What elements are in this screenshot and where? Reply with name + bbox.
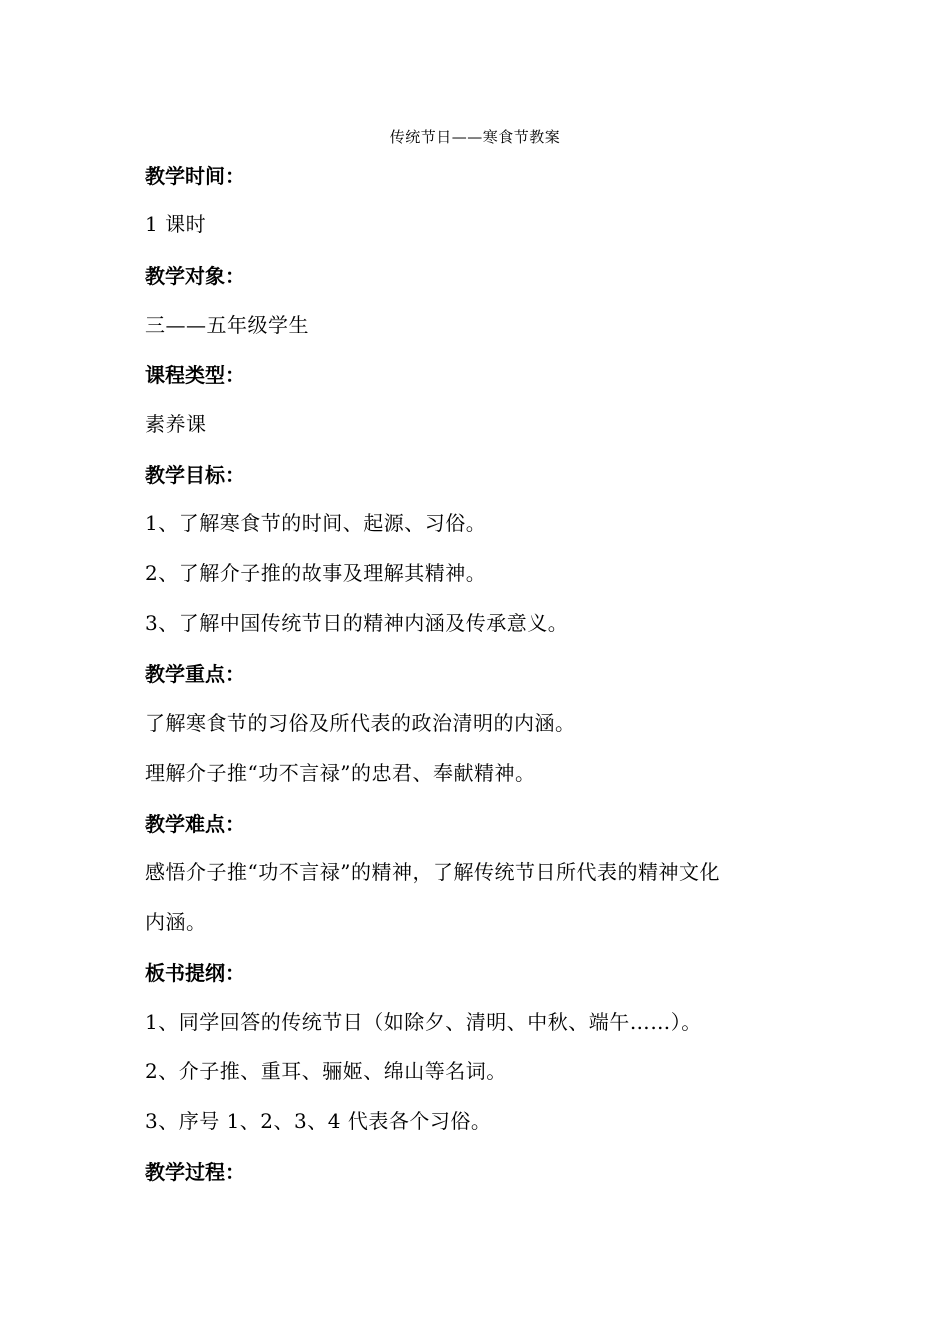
text-difficulty-line-1: 感悟介子推“功不言禄”的精神，了解传统节日所代表的精神文化 — [145, 860, 720, 884]
text-outline-3: 3、序号 1、2、3、4 代表各个习俗。 — [145, 1109, 492, 1133]
heading-teaching-audience: 教学对象： — [145, 264, 245, 288]
text-goal-2: 2、了解介子推的故事及理解其精神。 — [145, 561, 487, 585]
text-goal-1: 1、了解寒食节的时间、起源、习俗。 — [145, 511, 487, 535]
text-goal-3: 3、了解中国传统节日的精神内涵及传承意义。 — [145, 611, 569, 635]
text-outline-2: 2、介子推、重耳、骊姬、绵山等名词。 — [145, 1059, 507, 1083]
heading-key-points: 教学重点： — [145, 662, 245, 686]
text-grade-range: 三——五年级学生 — [145, 313, 309, 337]
heading-teaching-goals: 教学目标： — [145, 463, 245, 487]
text-key-point-2: 理解介子推“功不言禄”的忠君、奉献精神。 — [145, 761, 536, 785]
heading-difficulties: 教学难点： — [145, 812, 245, 836]
text-key-point-1: 了解寒食节的习俗及所代表的政治清明的内涵。 — [145, 711, 576, 735]
text-course-type: 素养课 — [145, 412, 207, 436]
text-class-hours: 1 课时 — [145, 212, 207, 236]
heading-teaching-time: 教学时间： — [145, 164, 245, 188]
text-outline-1: 1、同学回答的传统节日（如除夕、清明、中秋、端午……）。 — [145, 1010, 702, 1034]
heading-board-outline: 板书提纲： — [145, 961, 245, 985]
text-difficulty-line-2: 内涵。 — [145, 910, 207, 934]
document-title: 传统节日——寒食节教案 — [389, 128, 561, 146]
heading-teaching-process: 教学过程： — [145, 1160, 245, 1184]
heading-course-type: 课程类型： — [145, 363, 245, 387]
